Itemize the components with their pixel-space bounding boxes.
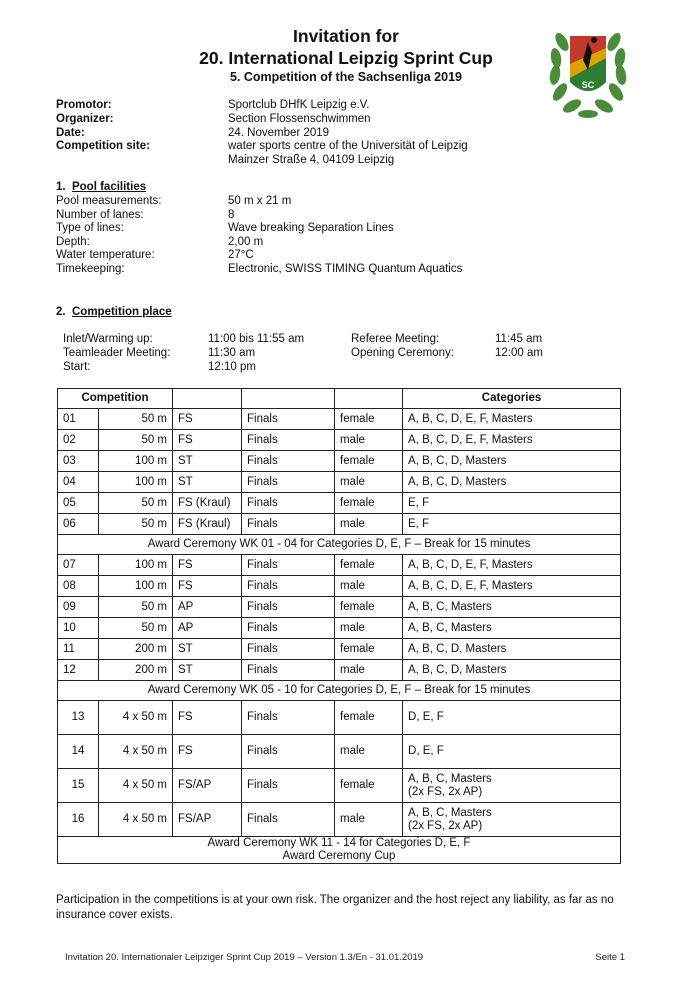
event-number-cell: 01 xyxy=(58,409,99,430)
event-number-cell: 12 xyxy=(58,660,99,681)
stroke-cell: ST xyxy=(173,639,242,660)
distance-cell: 100 m xyxy=(99,472,173,493)
event-number-cell: 15 xyxy=(58,769,99,803)
stroke-cell: FS xyxy=(173,735,242,769)
distance-cell: 50 m xyxy=(99,430,173,451)
event-number-cell: 02 xyxy=(58,430,99,451)
round-cell: Finals xyxy=(242,576,335,597)
gender-cell: male xyxy=(335,618,403,639)
stroke-cell: FS/AP xyxy=(173,769,242,803)
gender-cell: male xyxy=(335,472,403,493)
stroke-cell: ST xyxy=(173,451,242,472)
categories-cell: D, E, F xyxy=(403,701,621,735)
header-categories: Categories xyxy=(403,389,621,409)
pool-facilities: Pool measurements: 50 m x 21 m Number of lanes: 8 Type of lines: Wave breaking Separation Lines Depth: 2,00 m Water temperature: 27°C Timekeeping: Electronic, SWISS TIMING Quantum Aquatics xyxy=(56,195,463,275)
event-number-cell: 04 xyxy=(58,472,99,493)
gender-cell: male xyxy=(335,514,403,535)
table-row xyxy=(58,472,621,493)
award-text: Award Ceremony WK 05 - 10 for Categories D, E, F – Break for 15 minutes xyxy=(147,684,531,696)
svg-text:SC: SC xyxy=(581,80,595,90)
distance-cell: 100 m xyxy=(99,555,173,576)
round-cell: Finals xyxy=(242,555,335,576)
award-ceremony-row xyxy=(58,535,621,555)
distance-cell: 100 m xyxy=(99,451,173,472)
gender-cell: female xyxy=(335,701,403,735)
gender-cell: female xyxy=(335,493,403,514)
categories-cell: A, B, C, D, E, F, Masters xyxy=(403,409,621,430)
categories-cell: A, B, C, D, Masters xyxy=(403,451,621,472)
categories-cell: A, B, C, D, E, F, Masters xyxy=(403,430,621,451)
stroke-cell: FS xyxy=(173,409,242,430)
categories-cell: A, B, C, Masters xyxy=(403,618,621,639)
gender-cell: male xyxy=(335,660,403,681)
round-cell: Finals xyxy=(242,451,335,472)
table-row xyxy=(58,735,621,769)
gender-cell: female xyxy=(335,639,403,660)
stroke-cell: FS (Kraul) xyxy=(173,493,242,514)
table-row xyxy=(58,493,621,514)
round-cell: Finals xyxy=(242,514,335,535)
page-number: Seite 1 xyxy=(595,952,625,963)
round-cell: Finals xyxy=(242,803,335,837)
categories-cell: A, B, C, Masters (2x FS, 2x AP) xyxy=(403,769,621,803)
round-cell: Finals xyxy=(242,409,335,430)
page-footer xyxy=(65,952,625,963)
stroke-cell: FS xyxy=(173,555,242,576)
distance-cell: 4 x 50 m xyxy=(99,701,173,735)
distance-cell: 4 x 50 m xyxy=(99,769,173,803)
categories-cell: E, F xyxy=(403,493,621,514)
stroke-cell: FS/AP xyxy=(173,803,242,837)
stroke-cell: ST xyxy=(173,660,242,681)
gender-cell: female xyxy=(335,555,403,576)
round-cell: Finals xyxy=(242,493,335,514)
event-number-cell: 07 xyxy=(58,555,99,576)
award-text: Award Ceremony WK 11 - 14 for Categories D, E, F xyxy=(207,837,471,849)
round-cell: Finals xyxy=(242,430,335,451)
gender-cell: male xyxy=(335,430,403,451)
event-number-cell: 03 xyxy=(58,451,99,472)
round-cell: Finals xyxy=(242,660,335,681)
stroke-cell: FS xyxy=(173,701,242,735)
round-cell: Finals xyxy=(242,597,335,618)
header-competition: Competition xyxy=(58,389,173,409)
categories-cell: D, E, F xyxy=(403,735,621,769)
categories-cell: A, B, C, D, E, F, Masters xyxy=(403,555,621,576)
stroke-cell: AP xyxy=(173,597,242,618)
table-row xyxy=(58,803,621,837)
categories-cell: A, B, C, Masters (2x FS, 2x AP) xyxy=(403,803,621,837)
categories-cell: A, B, C, D, E, F, Masters xyxy=(403,576,621,597)
gender-cell: female xyxy=(335,769,403,803)
award-ceremony-row xyxy=(58,837,621,864)
event-number-cell: 11 xyxy=(58,639,99,660)
award-text: Award Ceremony WK 01 - 04 for Categories D, E, F – Break for 15 minutes xyxy=(147,538,531,550)
distance-cell: 200 m xyxy=(99,639,173,660)
stroke-cell: FS xyxy=(173,430,242,451)
table-row xyxy=(58,769,621,803)
distance-cell: 50 m xyxy=(99,514,173,535)
award-ceremony-row xyxy=(58,681,621,701)
distance-cell: 100 m xyxy=(99,576,173,597)
event-number-cell: 16 xyxy=(58,803,99,837)
event-subtitle: 5. Competition of the Sachsenliga 2019 xyxy=(229,70,462,84)
table-row xyxy=(58,409,621,430)
event-number-cell: 10 xyxy=(58,618,99,639)
competition-table xyxy=(57,388,621,864)
round-cell: Finals xyxy=(242,618,335,639)
round-cell: Finals xyxy=(242,639,335,660)
table-row xyxy=(58,597,621,618)
event-title: 20. International Leipzig Sprint Cup xyxy=(199,48,493,68)
event-number-cell: 05 xyxy=(58,493,99,514)
table-row xyxy=(58,555,621,576)
event-number-cell: 09 xyxy=(58,597,99,618)
distance-cell: 4 x 50 m xyxy=(99,735,173,769)
gender-cell: female xyxy=(335,597,403,618)
round-cell: Finals xyxy=(242,472,335,493)
categories-cell: A, B, C, D, Masters xyxy=(403,660,621,681)
table-row xyxy=(58,639,621,660)
gender-cell: male xyxy=(335,576,403,597)
distance-cell: 50 m xyxy=(99,597,173,618)
round-cell: Finals xyxy=(242,701,335,735)
event-number-cell: 06 xyxy=(58,514,99,535)
event-info: Promotor: Sportclub DHfK Leipzig e.V. Organizer: Section Flossenschwimmen Date: 24. November 2019 Competition site: water sports centre of the Universität of Leipzig Mainzer Straße 4, 04109 Leipzig xyxy=(56,99,468,167)
categories-cell: A, B, C, D, Masters xyxy=(403,472,621,493)
categories-cell: E, F xyxy=(403,514,621,535)
gender-cell: male xyxy=(335,735,403,769)
distance-cell: 200 m xyxy=(99,660,173,681)
table-header xyxy=(58,389,621,409)
event-number-cell: 14 xyxy=(58,735,99,769)
section-pool-facilities: 1. Pool facilities xyxy=(56,181,147,193)
document-title: Invitation for xyxy=(293,26,399,46)
distance-cell: 50 m xyxy=(99,493,173,514)
liability-note: Participation in the competitions is at your own risk. The organizer and the host reject any liability, as far as no insurance cover exists. xyxy=(56,894,614,921)
award-text: Award Ceremony Cup xyxy=(282,850,396,862)
time-schedule: Inlet/Warming up: 11:00 bis 11:55 am Referee Meeting: 11:45 am Teamleader Meeting: 11:30 am Opening Ceremony: 12:00 am Start: 12:10 pm xyxy=(63,333,543,373)
distance-cell: 4 x 50 m xyxy=(99,803,173,837)
event-number-cell: 13 xyxy=(58,701,99,735)
stroke-cell: FS xyxy=(173,576,242,597)
distance-cell: 50 m xyxy=(99,618,173,639)
table-row xyxy=(58,701,621,735)
table-row xyxy=(58,660,621,681)
table-row xyxy=(58,618,621,639)
categories-cell: A, B, C, Masters xyxy=(403,597,621,618)
round-cell: Finals xyxy=(242,769,335,803)
event-number-cell: 08 xyxy=(58,576,99,597)
stroke-cell: ST xyxy=(173,472,242,493)
table-row xyxy=(58,514,621,535)
table-row xyxy=(58,430,621,451)
categories-cell: A, B, C, D, Masters xyxy=(403,639,621,660)
gender-cell: female xyxy=(335,451,403,472)
section-competition-place: 2. Competition place xyxy=(56,306,172,318)
footer-version: Invitation 20. Internationaler Leipziger Sprint Cup 2019 – Version 1.3/En - 31.01.2019 xyxy=(65,952,424,963)
svg-text:DHfK: DHfK xyxy=(576,90,600,100)
round-cell: Finals xyxy=(242,735,335,769)
distance-cell: 50 m xyxy=(99,409,173,430)
gender-cell: female xyxy=(335,409,403,430)
stroke-cell: AP xyxy=(173,618,242,639)
table-row xyxy=(58,451,621,472)
table-row xyxy=(58,576,621,597)
gender-cell: male xyxy=(335,803,403,837)
stroke-cell: FS (Kraul) xyxy=(173,514,242,535)
